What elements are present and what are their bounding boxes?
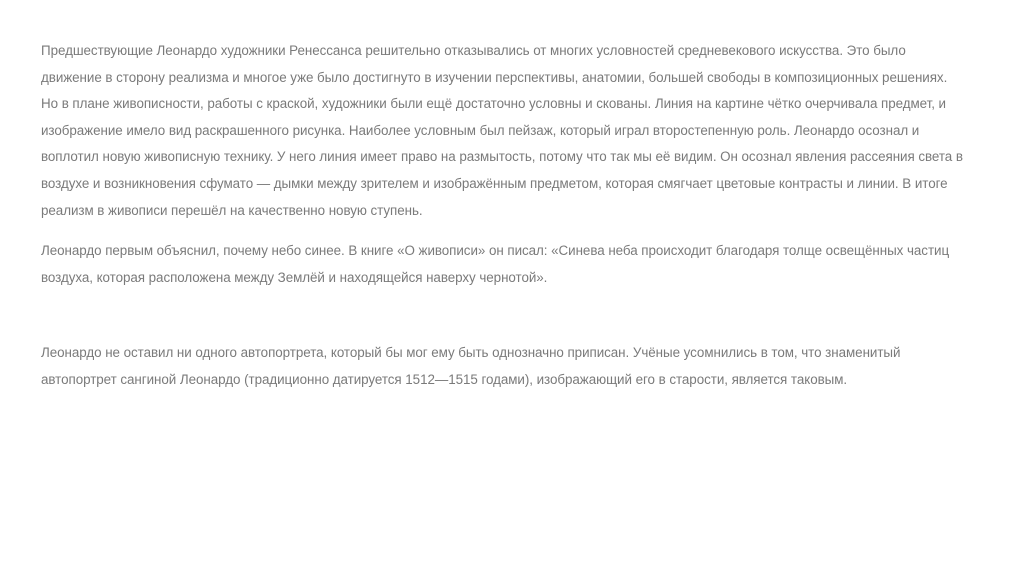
text-line: движение в сторону реализма и многое уже было достигнуто в изучении перспективы, анатомии, большей свободы в композиционных решениях. <box>41 69 948 85</box>
paragraph-blue-sky <box>41 238 991 291</box>
text-line: воздухе и возникновения сфумато — дымки между зрителем и изображённым предметом, которая смягчает цветовые контрасты и линии. В итоге <box>41 175 948 191</box>
text-line: Предшествующие Леонардо художники Ренессанса решительно отказывались от многих условностей средневекового искусства. Это было <box>41 43 906 58</box>
text-line: Но в плане живописности, работы с краской, художники были ещё достаточно условны и скованы. Линия на картине чётко очерчивала предмет, и <box>41 96 946 112</box>
text-line: воплотил новую живописную технику. У него линия имеет право на размытость, потому что так мы её видим. Он осознал явления рассеяния света в <box>41 149 963 165</box>
text-line: воздуха, которая расположена между Землёй и находящейся наверху чернотой». <box>41 269 548 285</box>
paragraph-renaissance-painting <box>41 38 991 224</box>
paragraph-self-portrait <box>41 340 991 393</box>
text-line: изображение имело вид раскрашенного рисунка. Наиболее условным был пейзаж, который играл второстепенную роль. Леонардо осознал и <box>41 122 920 138</box>
text-line: реализм в живописи перешёл на качественно новую ступень. <box>41 202 423 218</box>
text-line: Леонардо не оставил ни одного автопортрета, который бы мог ему быть однозначно приписан. Учёные усомнились в том, что знаменитый <box>41 345 901 360</box>
text-line: Леонардо первым объяснил, почему небо синее. В книге «О живописи» он писал: «Синева неба происходит благодаря толще освещённых частиц <box>41 243 950 258</box>
text-line: автопортрет сангиной Леонардо (традиционно датируется 1512—1515 годами), изображающий его в старости, является таковым. <box>41 371 848 387</box>
